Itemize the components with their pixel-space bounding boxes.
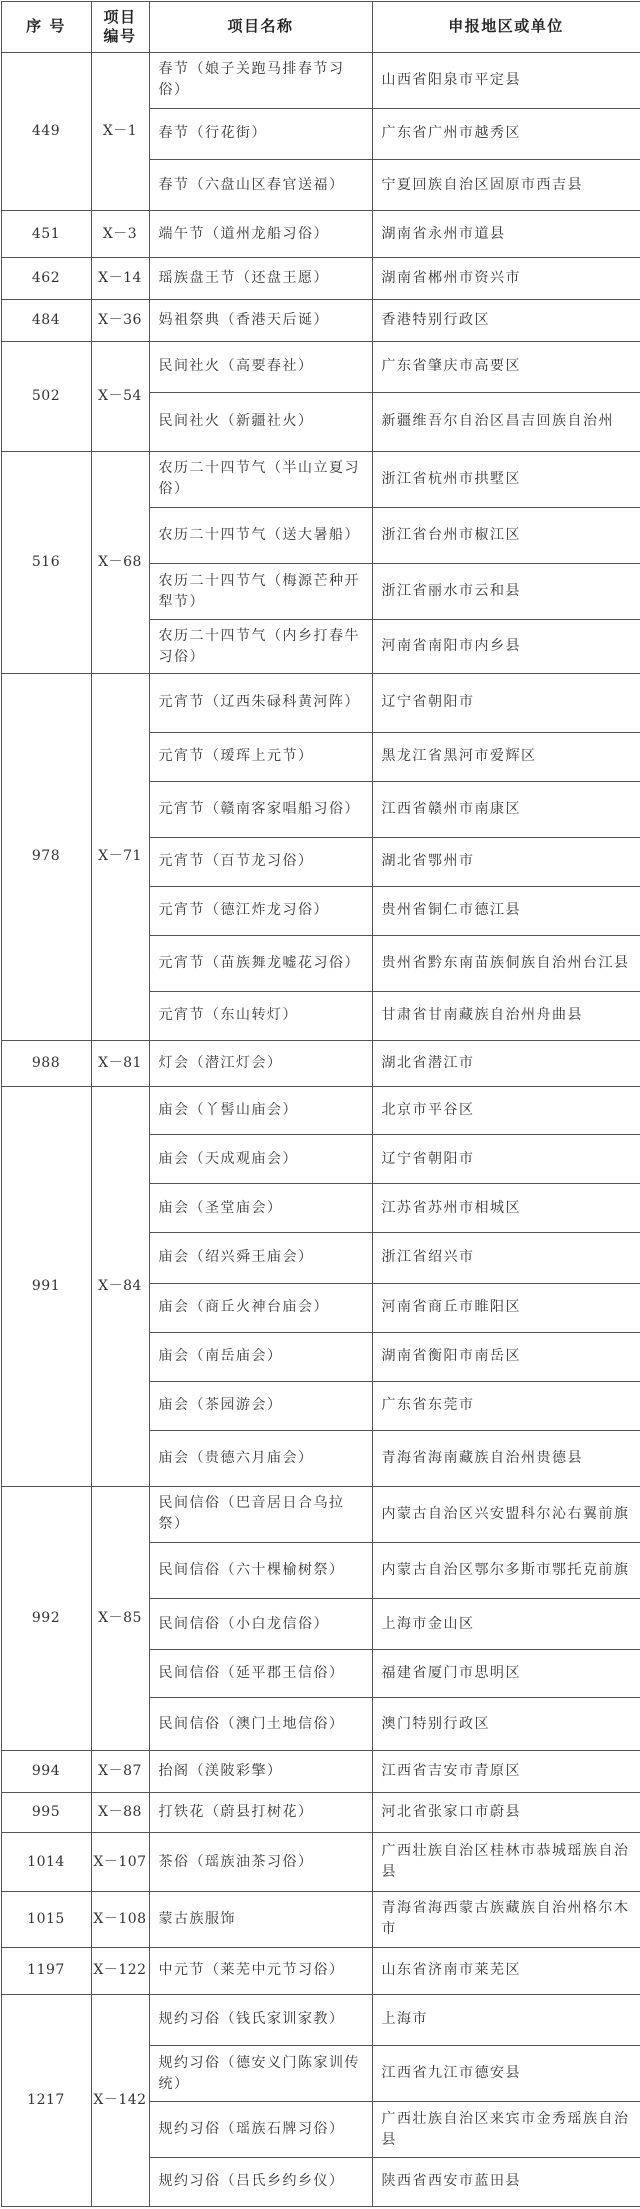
project-name-cell: 蒙古族服饰 (149, 1891, 372, 1947)
table-row (1, 258, 640, 300)
code-cell: Ⅹ－36 (91, 299, 149, 341)
region-cell: 福建省厦门市思明区 (372, 1650, 640, 1698)
project-name-cell: 中元节（莱芜中元节习俗） (149, 1948, 372, 1995)
project-name-cell: 民间社火（新疆社火） (149, 393, 372, 452)
project-name-cell: 春节（娘子关跑马排春节习俗） (149, 52, 372, 108)
project-name-cell: 庙会（南岳庙会） (149, 1332, 372, 1381)
table-row (1, 52, 640, 108)
table-row (1, 341, 640, 392)
region-cell: 江西省吉安市青原区 (372, 1750, 640, 1792)
header-seq: 序 号 (1, 1, 91, 52)
code-cell: Ⅹ－71 (91, 673, 149, 1040)
region-cell: 内蒙古自治区兴安盟科尔沁右翼前旗 (372, 1486, 640, 1542)
header-name: 项目名称 (149, 1, 372, 52)
project-name-cell: 规约习俗（德安义门陈家训传统） (149, 2046, 372, 2102)
project-name-cell: 民间信俗（小白龙信俗） (149, 1599, 372, 1650)
region-cell: 湖南省衡阳市南岳区 (372, 1332, 640, 1381)
project-name-cell: 元宵节（德江炸龙习俗） (149, 886, 372, 935)
region-cell: 广东省肇庆市高要区 (372, 341, 640, 392)
region-cell: 山东省济南市莱芜区 (372, 1948, 640, 1995)
seq-cell: 502 (1, 341, 91, 451)
region-cell: 湖北省潜江市 (372, 1040, 640, 1087)
project-name-cell: 民间社火（高要春社） (149, 341, 372, 392)
code-cell: Ⅹ－68 (91, 451, 149, 673)
region-cell: 浙江省台州市椒江区 (372, 507, 640, 563)
table-body (1, 52, 640, 2206)
region-cell: 浙江省丽水市云和县 (372, 564, 640, 620)
code-cell: Ⅹ－88 (91, 1792, 149, 1833)
region-cell: 广东省广州市越秀区 (372, 108, 640, 159)
region-cell: 江苏省苏州市相城区 (372, 1184, 640, 1233)
region-cell: 青海省海西蒙古族藏族自治州格尔木市 (372, 1891, 640, 1947)
seq-cell: 1197 (1, 1948, 91, 1995)
region-cell: 浙江省杭州市拱墅区 (372, 451, 640, 507)
region-cell: 河南省商丘市睢阳区 (372, 1283, 640, 1332)
region-cell: 上海市 (372, 1994, 640, 2045)
code-cell: Ⅹ－85 (91, 1486, 149, 1750)
project-name-cell: 民间信俗（六十棵榆树祭） (149, 1542, 372, 1598)
project-name-cell: 元宵节（辽西朱碌科黄河阵） (149, 673, 372, 732)
project-name-cell: 春节（行花街） (149, 108, 372, 159)
table-row (1, 1994, 640, 2045)
table-row (1, 1948, 640, 1995)
table-row (1, 1833, 640, 1892)
project-name-cell: 春节（六盘山区春官送福） (149, 160, 372, 211)
project-name-cell: 妈祖祭典（香港天后诞） (149, 299, 372, 341)
project-name-cell: 元宵节（瑷珲上元节） (149, 732, 372, 781)
header-region: 申报地区或单位 (372, 1, 640, 52)
region-cell: 江西省九江市德安县 (372, 2046, 640, 2102)
code-cell: Ⅹ－122 (91, 1948, 149, 1995)
region-cell: 湖北省鄂州市 (372, 837, 640, 886)
region-cell: 辽宁省朝阳市 (372, 1135, 640, 1184)
table-row (1, 1486, 640, 1542)
region-cell: 青海省海南藏族自治州贵德县 (372, 1430, 640, 1486)
project-name-cell: 元宵节（苗族舞龙嘘花习俗） (149, 935, 372, 991)
table-row (1, 1087, 640, 1135)
seq-cell: 995 (1, 1792, 91, 1833)
seq-cell: 516 (1, 451, 91, 673)
code-cell: Ⅹ－81 (91, 1040, 149, 1087)
seq-cell: 1015 (1, 1891, 91, 1947)
header-code: 项目编号 (91, 1, 149, 52)
project-name-cell: 民间信俗（巴音居日合乌拉祭） (149, 1486, 372, 1542)
region-cell: 河南省南阳市内乡县 (372, 620, 640, 674)
project-name-cell: 农历二十四节气（梅源芒种开犁节） (149, 564, 372, 620)
region-cell: 新疆维吾尔自治区昌吉回族自治州 (372, 393, 640, 452)
project-name-cell: 灯会（潜江灯会） (149, 1040, 372, 1087)
project-name-cell: 庙会（贵德六月庙会） (149, 1430, 372, 1486)
project-name-cell: 打铁花（蔚县打树花） (149, 1792, 372, 1833)
region-cell: 山西省阳泉市平定县 (372, 52, 640, 108)
project-name-cell: 庙会（丫髻山庙会） (149, 1087, 372, 1135)
project-name-cell: 瑶族盘王节（还盘王愿） (149, 258, 372, 300)
seq-cell: 991 (1, 1087, 91, 1486)
code-cell: Ⅹ－3 (91, 211, 149, 258)
seq-cell: 462 (1, 258, 91, 300)
project-name-cell: 农历二十四节气（内乡打春牛习俗） (149, 620, 372, 674)
code-cell: Ⅹ－107 (91, 1833, 149, 1892)
seq-cell: 992 (1, 1486, 91, 1750)
project-name-cell: 庙会（商丘火神台庙会） (149, 1283, 372, 1332)
region-cell: 广西壮族自治区桂林市恭城瑶族自治县 (372, 1833, 640, 1892)
code-cell: Ⅹ－108 (91, 1891, 149, 1947)
region-cell: 辽宁省朝阳市 (372, 673, 640, 732)
region-cell: 香港特别行政区 (372, 299, 640, 341)
project-name-cell: 端午节（道州龙船习俗） (149, 211, 372, 258)
project-name-cell: 元宵节（东山转灯） (149, 991, 372, 1040)
seq-cell: 1014 (1, 1833, 91, 1892)
project-name-cell: 农历二十四节气（送大暑船） (149, 507, 372, 563)
region-cell: 广东省东莞市 (372, 1381, 640, 1430)
table-row (1, 1040, 640, 1087)
region-cell: 河北省张家口市蔚县 (372, 1792, 640, 1833)
region-cell: 陕西省西安市蓝田县 (372, 2158, 640, 2206)
seq-cell: 994 (1, 1750, 91, 1792)
region-cell: 上海市金山区 (372, 1599, 640, 1650)
project-name-cell: 抬阁（渼陂彩擎） (149, 1750, 372, 1792)
seq-cell: 1217 (1, 1994, 91, 2206)
code-cell: Ⅹ－142 (91, 1994, 149, 2206)
table-row (1, 673, 640, 732)
seq-cell: 449 (1, 52, 91, 211)
table-row (1, 451, 640, 507)
project-name-cell: 规约习俗（钱氏家训家教） (149, 1994, 372, 2045)
region-cell: 黑龙江省黑河市爱辉区 (372, 732, 640, 781)
project-name-cell: 民间信俗（澳门土地信俗） (149, 1698, 372, 1751)
code-cell: Ⅹ－14 (91, 258, 149, 300)
region-cell: 内蒙古自治区鄂尔多斯市鄂托克前旗 (372, 1542, 640, 1598)
table-row (1, 1750, 640, 1792)
project-name-cell: 元宵节（百节龙习俗） (149, 837, 372, 886)
table-row (1, 1891, 640, 1947)
region-cell: 江西省赣州市南康区 (372, 781, 640, 837)
project-name-cell: 庙会（绍兴舜王庙会） (149, 1233, 372, 1283)
region-cell: 贵州省铜仁市德江县 (372, 886, 640, 935)
region-cell: 广西壮族自治区来宾市金秀瑶族自治县 (372, 2102, 640, 2158)
region-cell: 浙江省绍兴市 (372, 1233, 640, 1283)
code-cell: Ⅹ－54 (91, 341, 149, 451)
code-cell: Ⅹ－84 (91, 1087, 149, 1486)
project-name-cell: 庙会（茶园游会） (149, 1381, 372, 1430)
heritage-list-table (1, 1, 640, 2207)
project-name-cell: 规约习俗（吕氏乡约乡仪） (149, 2158, 372, 2206)
region-cell: 澳门特别行政区 (372, 1698, 640, 1751)
seq-cell: 484 (1, 299, 91, 341)
table-row (1, 211, 640, 258)
project-name-cell: 元宵节（赣南客家唱船习俗） (149, 781, 372, 837)
project-name-cell: 规约习俗（瑶族石牌习俗） (149, 2102, 372, 2158)
code-cell: Ⅹ－87 (91, 1750, 149, 1792)
region-cell: 北京市平谷区 (372, 1087, 640, 1135)
seq-cell: 988 (1, 1040, 91, 1087)
region-cell: 甘肃省甘南藏族自治州舟曲县 (372, 991, 640, 1040)
table-header-row (1, 1, 640, 52)
table-row (1, 1792, 640, 1833)
code-cell: Ⅹ－1 (91, 52, 149, 211)
region-cell: 宁夏回族自治区固原市西吉县 (372, 160, 640, 211)
region-cell: 湖南省郴州市资兴市 (372, 258, 640, 300)
region-cell: 贵州省黔东南苗族侗族自治州台江县 (372, 935, 640, 991)
project-name-cell: 农历二十四节气（半山立夏习俗） (149, 451, 372, 507)
project-name-cell: 庙会（天成观庙会） (149, 1135, 372, 1184)
project-name-cell: 庙会（圣堂庙会） (149, 1184, 372, 1233)
seq-cell: 451 (1, 211, 91, 258)
project-name-cell: 茶俗（瑶族油茶习俗） (149, 1833, 372, 1892)
region-cell: 湖南省永州市道县 (372, 211, 640, 258)
project-name-cell: 民间信俗（延平郡王信俗） (149, 1650, 372, 1698)
seq-cell: 978 (1, 673, 91, 1040)
table-row (1, 299, 640, 341)
